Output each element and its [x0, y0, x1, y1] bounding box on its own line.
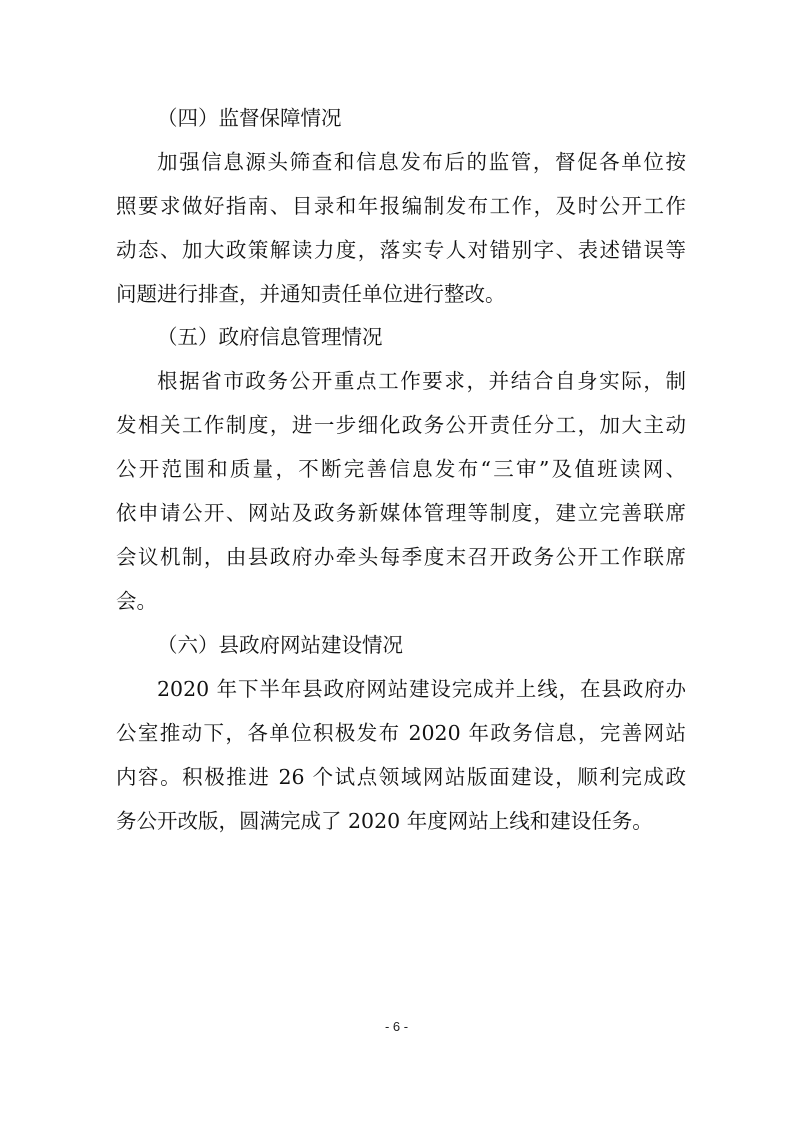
paragraph-line: 照要求做好指南、目录和年报编制发布工作，及时公开工作 — [116, 194, 686, 218]
paragraph-line: 内容。积极推进 26 个试点领域网站版面建设，顺利完成政 — [116, 765, 686, 789]
paragraph-line: 发相关工作制度，进一步细化政务公开责任分工，加大主动 — [116, 413, 686, 437]
paragraph-line: 会。 — [116, 589, 157, 613]
paragraph-line: 会议机制，由县政府办牵头每季度末召开政务公开工作联席 — [116, 545, 686, 569]
paragraph-line: 根据省市政务公开重点工作要求，并结合自身实际，制 — [157, 369, 686, 393]
paragraph-line: 动态、加大政策解读力度，落实专人对错别字、表述错误等 — [116, 238, 686, 262]
paragraph-line: 公开范围和质量，不断完善信息发布“三审”及值班读网、 — [116, 457, 686, 481]
paragraph-line: 问题进行排查，并通知责任单位进行整改。 — [116, 282, 506, 306]
paragraph-line: 2020 年下半年县政府网站建设完成并上线，在县政府办 — [157, 677, 686, 701]
section-heading-5: （五）政府信息管理情况 — [157, 325, 383, 349]
page-number: - 6 - — [384, 1019, 409, 1034]
paragraph-line: 依申请公开、网站及政务新媒体管理等制度，建立完善联席 — [116, 501, 686, 525]
paragraph-line: 务公开改版，圆满完成了 2020 年度网站上线和建设任务。 — [116, 809, 653, 833]
paragraph-line: 加强信息源头筛查和信息发布后的监管，督促各单位按 — [157, 150, 686, 174]
section-heading-4: （四）监督保障情况 — [157, 106, 342, 130]
section-heading-6: （六）县政府网站建设情况 — [157, 633, 403, 657]
paragraph-line: 公室推动下，各单位积极发布 2020 年政务信息，完善网站 — [116, 721, 686, 745]
